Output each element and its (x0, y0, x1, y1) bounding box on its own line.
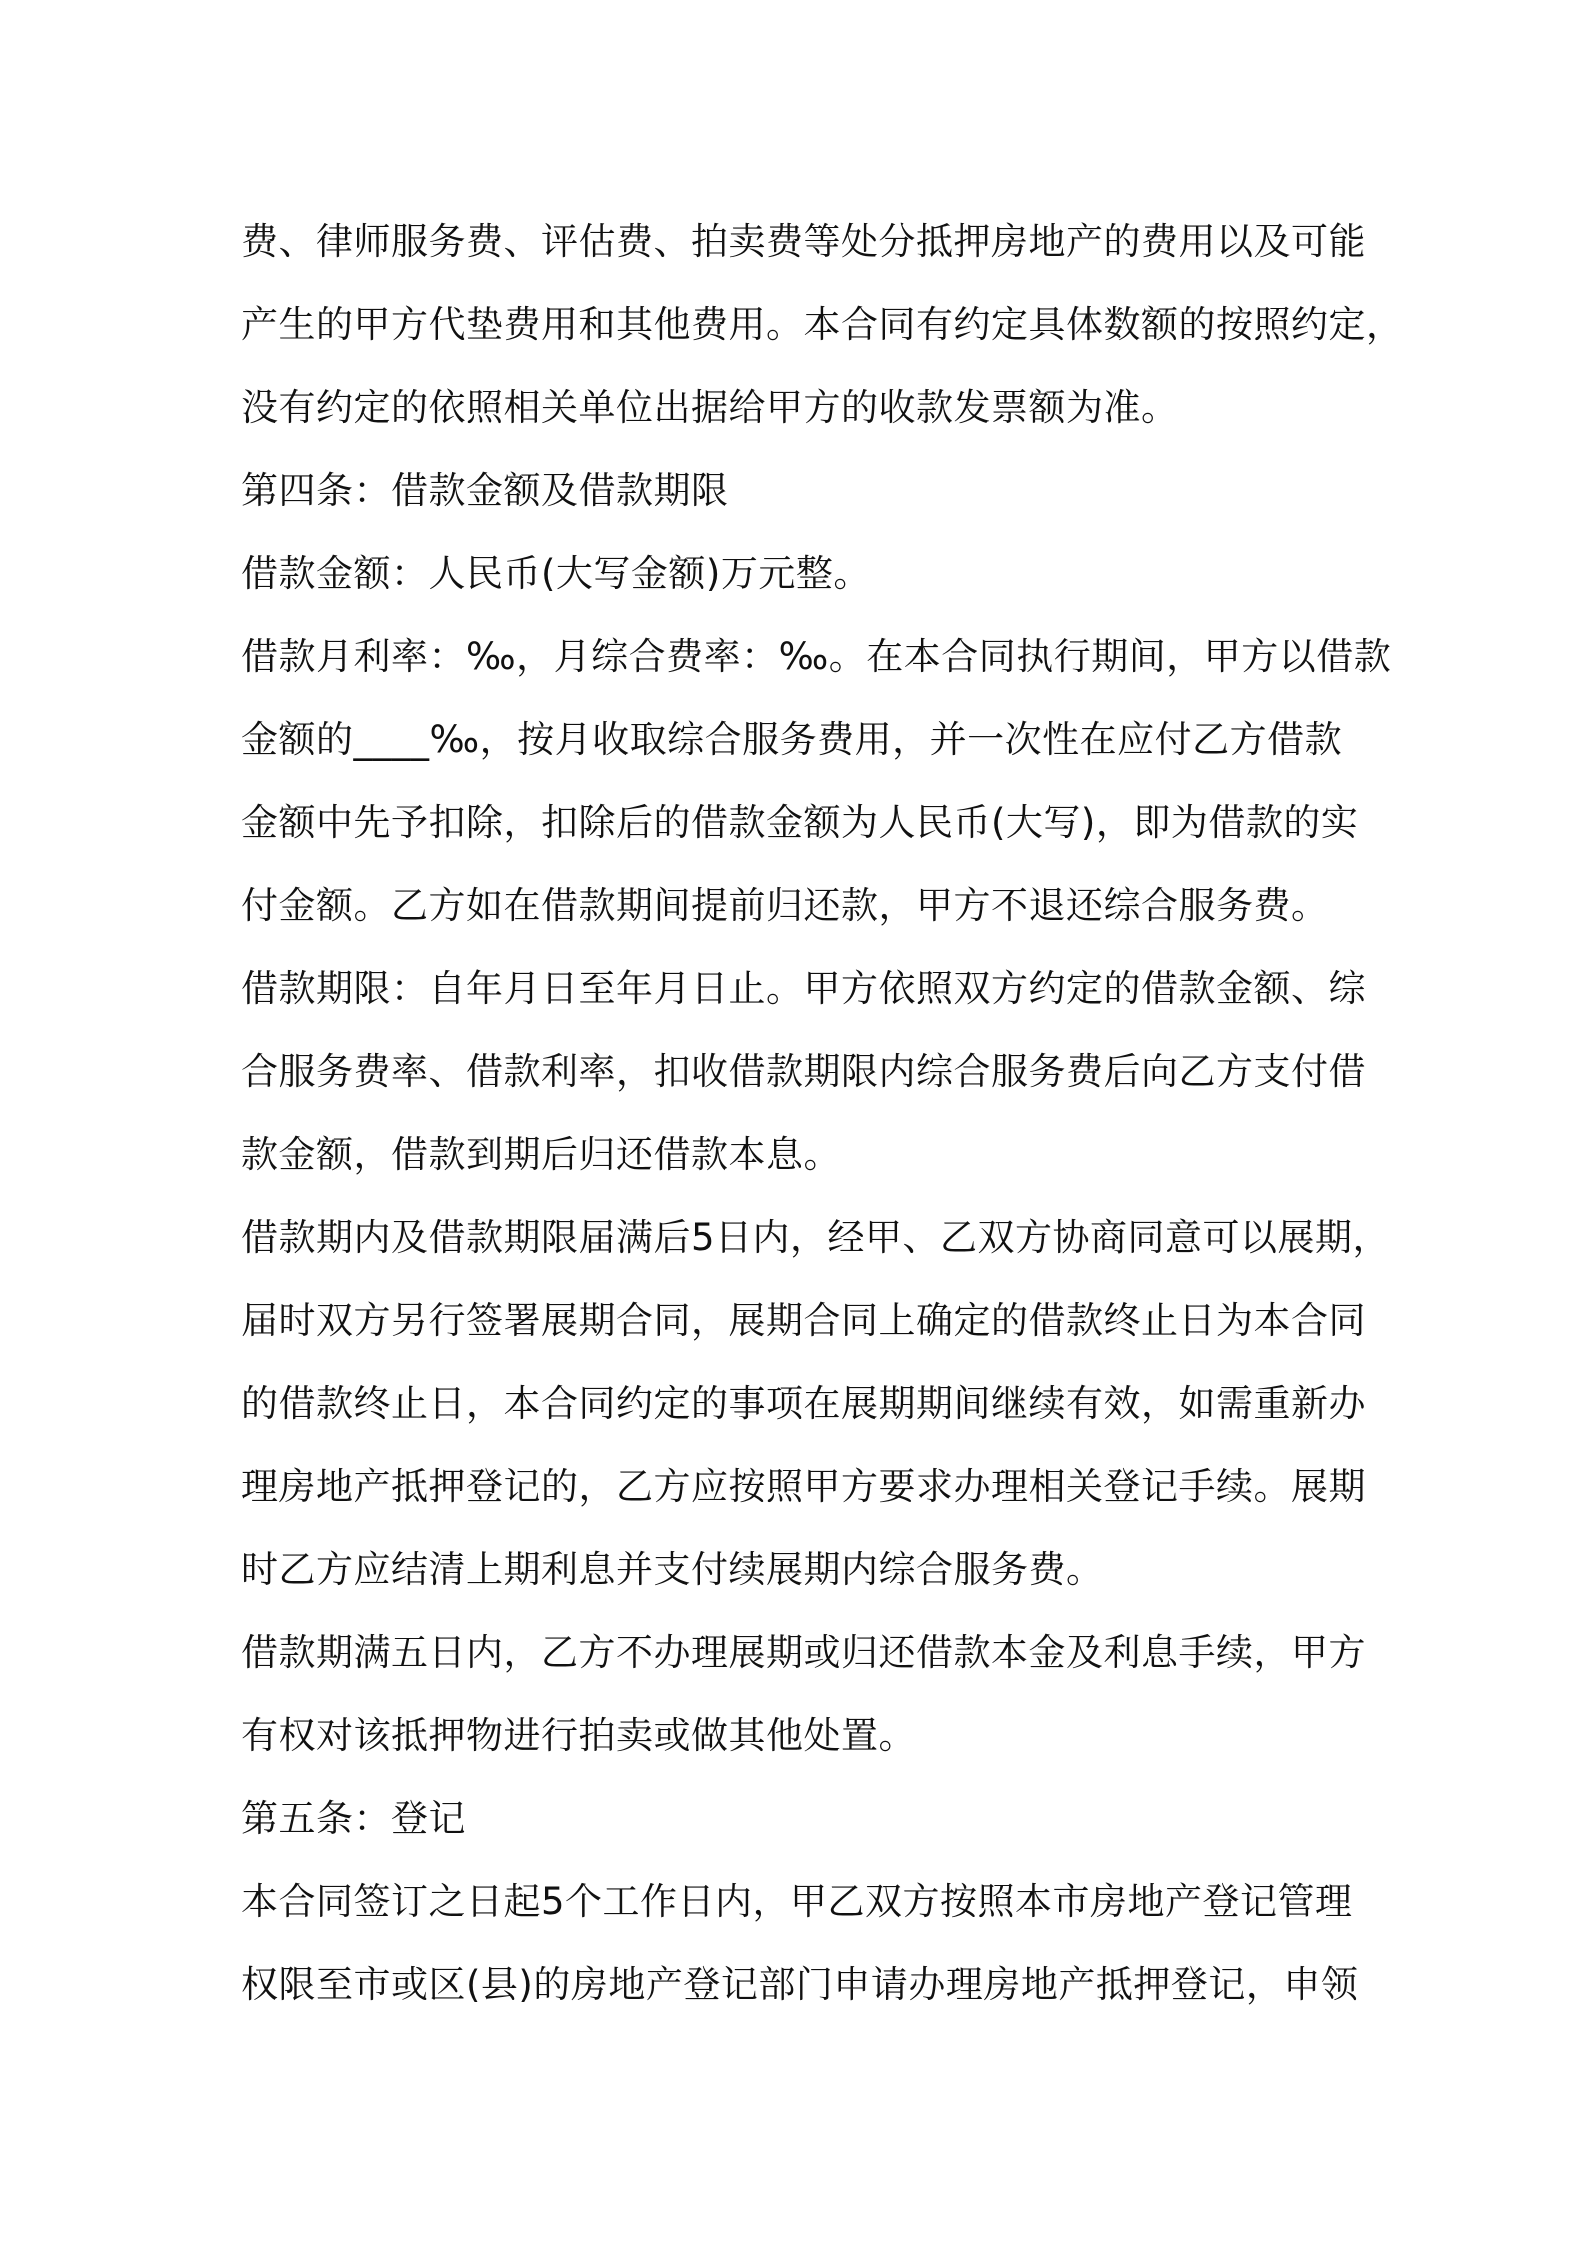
section-heading: 第五条：登记 (241, 1797, 466, 1840)
text-line: 本合同签订之日起5个工作日内，甲乙双方按照本市房地产登记管理 (241, 1880, 1353, 1923)
text-line: 付金额。乙方如在借款期间提前归还款，甲方不退还综合服务费。 (241, 884, 1329, 927)
article-5-heading (241, 1777, 1351, 1860)
section-heading: 第四条：借款金额及借款期限 (241, 469, 729, 512)
text-line: 借款期限：自年月日至年月日止。甲方依照双方约定的借款金额、综 (241, 967, 1366, 1010)
fees-paragraph (241, 200, 1404, 449)
text-line: 金额的____‰，按月收取综合服务费用，并一次性在应付乙方借款 (241, 718, 1343, 761)
text-line: 金额中先予扣除，扣除后的借款金额为人民币(大写)，即为借款的实 (241, 801, 1359, 844)
extension-paragraph (241, 1196, 1391, 1611)
document-body (241, 200, 1404, 2026)
text-line: 借款期满五日内，乙方不办理展期或归还借款本金及利息手续，甲方 (241, 1631, 1366, 1674)
loan-term-paragraph (241, 947, 1366, 1196)
text-line: 费、律师服务费、评估费、拍卖费等处分抵押房地产的费用以及可能 (241, 220, 1366, 263)
text-line: 合服务费率、借款利率，扣收借款期限内综合服务费后向乙方支付借 (241, 1050, 1366, 1093)
text-line: 款金额，借款到期后归还借款本息。 (241, 1133, 841, 1176)
text-line: 借款月利率：‰，月综合费率：‰。在本合同执行期间，甲方以借款 (241, 635, 1392, 678)
loan-amount-paragraph (241, 532, 1351, 615)
text-line: 有权对该抵押物进行拍卖或做其他处置。 (241, 1714, 916, 1757)
text-line: 产生的甲方代垫费用和其他费用。本合同有约定具体数额的按照约定， (241, 303, 1404, 346)
disposal-paragraph (241, 1611, 1366, 1777)
text-line: 借款期内及借款期限届满后5日内，经甲、乙双方协商同意可以展期， (241, 1216, 1391, 1259)
registration-paragraph (241, 1860, 1359, 2026)
text-line: 理房地产抵押登记的，乙方应按照甲方要求办理相关登记手续。展期 (241, 1465, 1366, 1508)
text-line: 时乙方应结清上期利息并支付续展期内综合服务费。 (241, 1548, 1104, 1591)
text-line: 届时双方另行签署展期合同，展期合同上确定的借款终止日为本合同 (241, 1299, 1366, 1342)
text-line: 借款金额：人民币(大写金额)万元整。 (241, 552, 871, 595)
interest-rate-paragraph (241, 615, 1392, 947)
text-line: 的借款终止日，本合同约定的事项在展期期间继续有效，如需重新办 (241, 1382, 1366, 1425)
text-line: 没有约定的依照相关单位出据给甲方的收款发票额为准。 (241, 386, 1179, 429)
text-line: 权限至市或区(县)的房地产登记部门申请办理房地产抵押登记，申领 (241, 1963, 1359, 2006)
article-4-heading (241, 449, 1351, 532)
